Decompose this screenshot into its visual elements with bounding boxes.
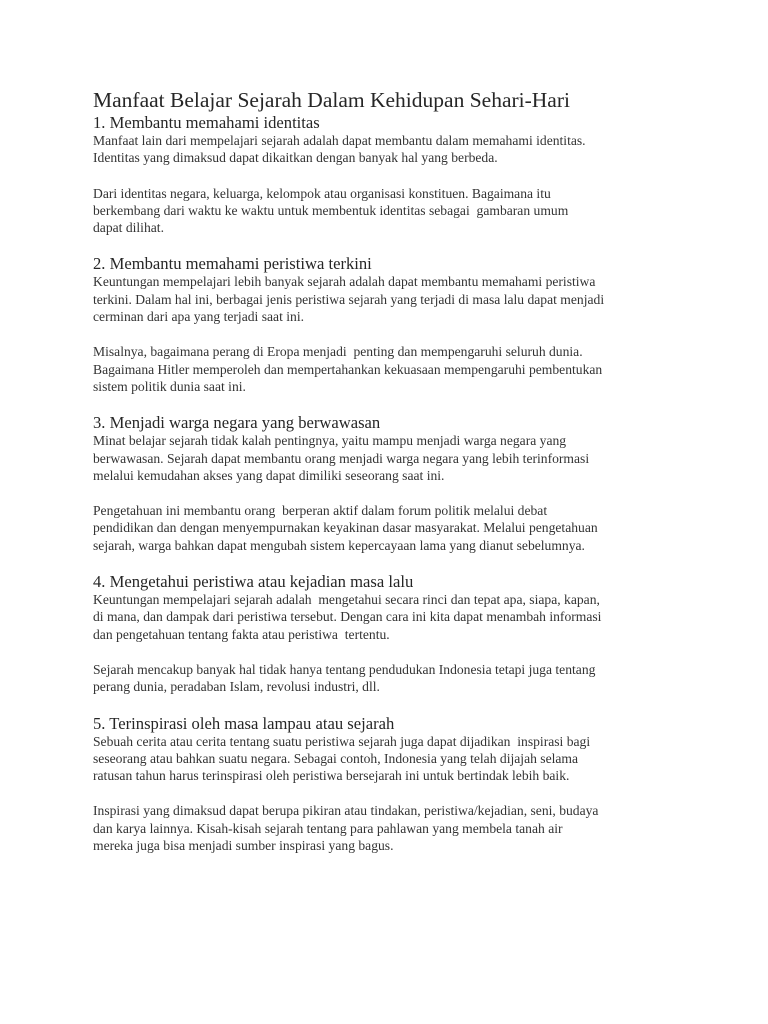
- text-line: Sejarah mencakup banyak hal tidak hanya tentang pendudukan Indonesia tetapi juga tentang: [93, 661, 596, 677]
- text-line: dan karya lainnya. Kisah-kisah sejarah tentang para pahlawan yang membela tanah air: [93, 820, 563, 836]
- text-line: Manfaat lain dari mempelajari sejarah adalah dapat membantu dalam memahami identitas.: [93, 133, 586, 148]
- section-1: [93, 114, 693, 236]
- text-line: Pengetahuan ini membantu orang berperan aktif dalam forum politik melalui debat: [93, 503, 548, 519]
- text-line: di mana, dan dampak dari peristiwa tersebut. Dengan cara ini kita dapat menambah informasi: [93, 609, 602, 625]
- text-line: dapat dilihat.: [93, 220, 164, 236]
- paragraph: [93, 273, 693, 325]
- text-line: dan pengetahuan tentang fakta atau peristiwa tertentu.: [93, 626, 390, 642]
- text-line: melalui kemudahan akses yang dapat dimiliki seseorang saat ini.: [93, 467, 445, 483]
- text-line: perang dunia, peradaban Islam, revolusi industri, dll.: [93, 679, 380, 695]
- text-line: sistem politik dunia saat ini.: [93, 378, 246, 394]
- text-line: Keuntungan mempelajari lebih banyak sejarah adalah dapat membantu memahami peristiwa: [93, 274, 596, 290]
- text-line: Bagaimana Hitler memperoleh dan mempertahankan kekuasaan mempengaruhi pembentukan: [93, 361, 603, 377]
- text-line: sejarah, warga bahkan dapat mengubah sistem kepercayaan lama yang dianut sebelumnya.: [93, 537, 585, 553]
- document-page: [93, 86, 693, 854]
- paragraph: [93, 132, 693, 167]
- text-line: seseorang atau bahkan suatu negara. Sebagai contoh, Indonesia yang telah dijajah selama: [93, 750, 579, 766]
- text-line: mereka juga bisa menjadi sumber inspirasi yang bagus.: [93, 838, 394, 854]
- section-2: [93, 255, 693, 395]
- paragraph: [93, 733, 693, 785]
- section-4: [93, 573, 693, 695]
- paragraph: [93, 343, 693, 395]
- section-heading: 2. Membantu memahami peristiwa terkini: [93, 254, 372, 274]
- text-line: terkini. Dalam hal ini, berbagai jenis peristiwa sejarah yang terjadi di masa lalu dapat menjadi: [93, 291, 605, 307]
- paragraph: [93, 661, 693, 696]
- section-heading: 4. Mengetahui peristiwa atau kejadian masa lalu: [93, 572, 414, 592]
- paragraph: [93, 591, 693, 643]
- section-heading: 5. Terinspirasi oleh masa lampau atau sejarah: [93, 713, 395, 733]
- section-5: [93, 715, 693, 855]
- text-line: Misalnya, bagaimana perang di Eropa menjadi penting dan mempengaruhi seluruh dunia.: [93, 344, 583, 360]
- text-line: Keuntungan mempelajari sejarah adalah mengetahui secara rinci dan tepat apa, siapa, kapan,: [93, 592, 600, 608]
- paragraph: [93, 185, 693, 237]
- paragraph: [93, 432, 693, 484]
- text-line: cerminan dari apa yang terjadi saat ini.: [93, 309, 304, 325]
- text-line: pendidikan dan dengan menyempurnakan keyakinan dasar masyarakat. Melalui pengetahuan: [93, 520, 598, 536]
- text-line: Sebuah cerita atau cerita tentang suatu peristiwa sejarah juga dapat dijadikan inspirasi bagi: [93, 733, 591, 749]
- document-title: Manfaat Belajar Sejarah Dalam Kehidupan Sehari-Hari: [93, 88, 570, 112]
- text-line: Inspirasi yang dimaksud dapat berupa pikiran atau tindakan, peristiwa/kejadian, seni, budaya: [93, 803, 599, 819]
- text-line: berwawasan. Sejarah dapat membantu orang menjadi warga negara yang lebih terinformasi: [93, 450, 590, 466]
- section-heading: 3. Menjadi warga negara yang berwawasan: [93, 413, 381, 433]
- paragraph: [93, 502, 693, 554]
- text-line: Minat belajar sejarah tidak kalah pentingnya, yaitu mampu menjadi warga negara yang: [93, 433, 567, 449]
- paragraph: [93, 802, 693, 854]
- text-line: berkembang dari waktu ke waktu untuk membentuk identitas sebagai gambaran umum: [93, 202, 569, 218]
- section-heading: 1. Membantu memahami identitas: [93, 113, 320, 132]
- text-line: Dari identitas negara, keluarga, kelompok atau organisasi konstituen. Bagaimana itu: [93, 185, 551, 201]
- text-line: Identitas yang dimaksud dapat dikaitkan dengan banyak hal yang berbeda.: [93, 150, 498, 166]
- text-line: ratusan tahun harus terinspirasi oleh peristiwa bersejarah ini untuk bertindak lebih baik.: [93, 768, 570, 784]
- section-3: [93, 414, 693, 554]
